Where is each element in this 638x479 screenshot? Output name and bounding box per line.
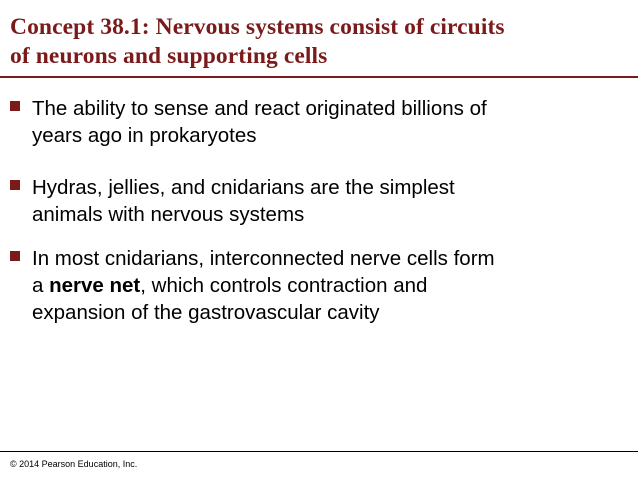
copyright-notice: © 2014 Pearson Education, Inc.	[10, 459, 138, 469]
bullet-item-text	[32, 245, 612, 326]
square-bullet-icon	[10, 101, 20, 111]
bullet-2-line-2: animals with nervous systems	[32, 203, 305, 226]
square-bullet-icon	[10, 180, 20, 190]
bullet-2-line-1: Hydras, jellies, and cnidarians are the simplest	[32, 176, 455, 199]
bullet-item-text	[32, 174, 612, 228]
title-divider	[0, 76, 638, 78]
bullet-3-line-2-suffix: , which controls contraction and	[140, 274, 428, 297]
bullet-3-line-3: expansion of the gastrovascular cavity	[32, 301, 380, 324]
bullet-1-line-2: years ago in prokaryotes	[32, 124, 257, 147]
footer-divider	[0, 451, 638, 452]
bullet-3-line-2	[32, 272, 612, 299]
slide-title-line-1: Concept 38.1: Nervous systems consist of circuits	[10, 14, 505, 40]
slide-title	[10, 13, 630, 71]
bullet-1-line-1: The ability to sense and react originated billions of	[32, 97, 487, 120]
bullet-3-line-1: In most cnidarians, interconnected nerve cells form	[32, 247, 495, 270]
nerve-net-term: nerve net	[49, 274, 141, 297]
slide-title-line-2: of neurons and supporting cells	[10, 43, 328, 69]
bullet-3-line-2-prefix: a	[32, 274, 50, 297]
square-bullet-icon	[10, 251, 20, 261]
bullet-item-text	[32, 95, 612, 149]
